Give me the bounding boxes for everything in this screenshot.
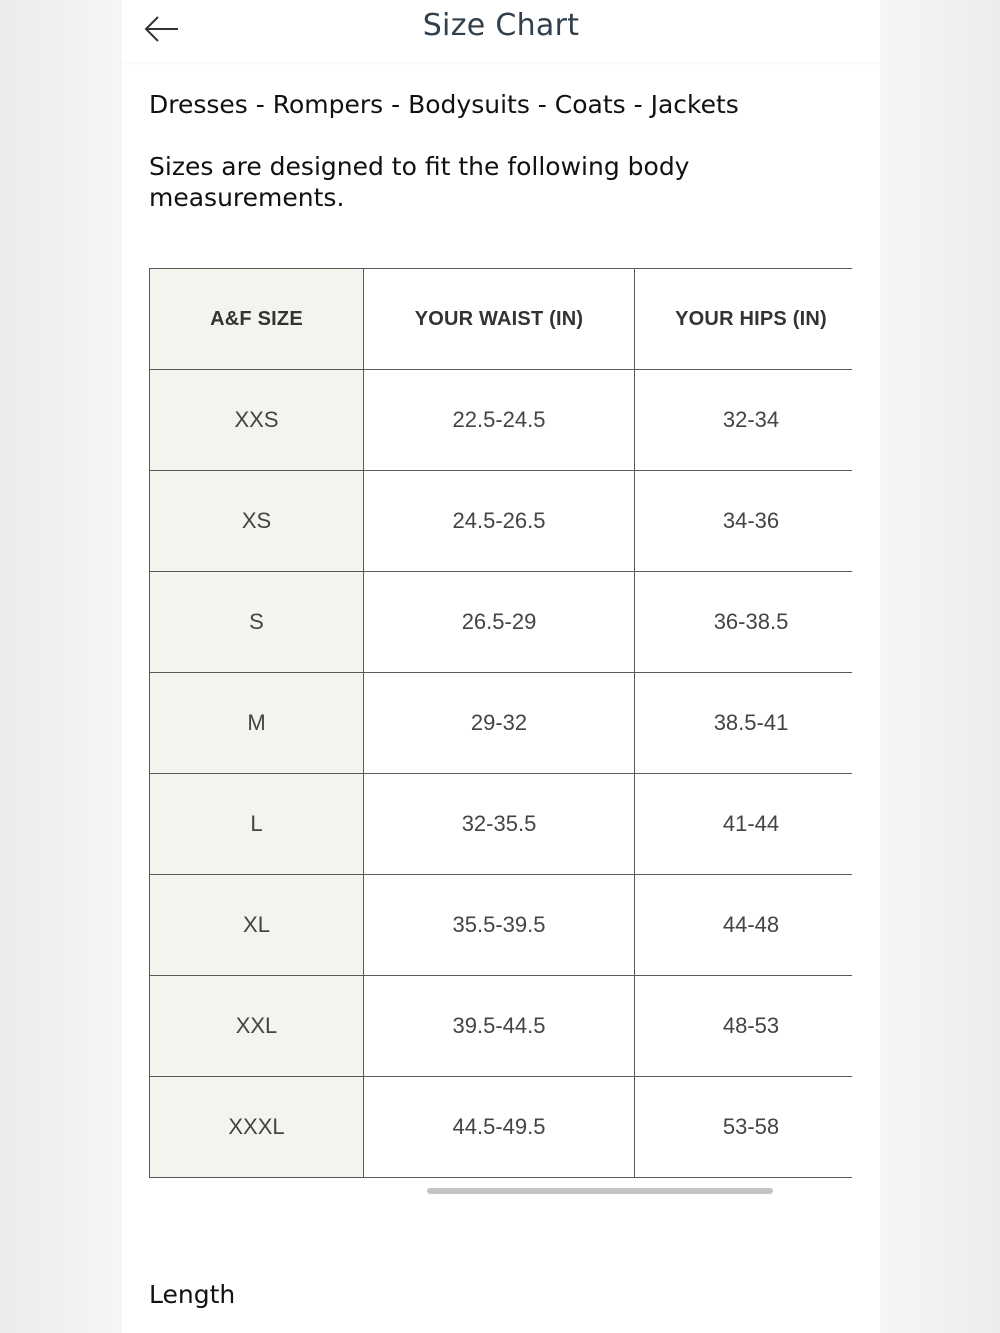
hips-cell: 36-38.5 <box>635 572 853 673</box>
waist-cell: 44.5-49.5 <box>364 1077 635 1178</box>
table-row <box>150 370 853 471</box>
table-row <box>150 673 853 774</box>
waist-cell: 26.5-29 <box>364 572 635 673</box>
size-cell: M <box>150 673 364 774</box>
hips-cell: 48-53 <box>635 976 853 1077</box>
size-table-scroll-area[interactable] <box>149 268 852 1200</box>
category-list: Dresses - Rompers - Bodysuits - Coats - Jackets <box>149 90 739 119</box>
hips-cell: 34-36 <box>635 471 853 572</box>
backdrop-right <box>880 0 1000 1333</box>
waist-cell: 22.5-24.5 <box>364 370 635 471</box>
waist-cell: 39.5-44.5 <box>364 976 635 1077</box>
table-row <box>150 976 853 1077</box>
size-cell: XXL <box>150 976 364 1077</box>
table-header-row <box>150 269 853 370</box>
header-waist: YOUR WAIST (IN) <box>364 269 635 370</box>
section-heading-length: Length <box>149 1280 236 1309</box>
header-size: A&F SIZE <box>150 269 364 370</box>
size-chart-panel <box>122 0 880 1333</box>
size-cell: XXXL <box>150 1077 364 1178</box>
table-row <box>150 875 853 976</box>
hips-cell: 38.5-41 <box>635 673 853 774</box>
table-row <box>150 774 853 875</box>
size-cell: S <box>150 572 364 673</box>
intro-text: Sizes are designed to fit the following body measurements. <box>149 152 690 212</box>
size-cell: XL <box>150 875 364 976</box>
hips-cell: 41-44 <box>635 774 853 875</box>
hips-cell: 32-34 <box>635 370 853 471</box>
waist-cell: 24.5-26.5 <box>364 471 635 572</box>
table-row <box>150 471 853 572</box>
size-cell: XS <box>150 471 364 572</box>
waist-cell: 29-32 <box>364 673 635 774</box>
table-row <box>150 1077 853 1178</box>
header-bar <box>122 0 880 62</box>
size-cell: L <box>150 774 364 875</box>
size-table <box>149 268 852 1178</box>
header-hips: YOUR HIPS (IN) <box>635 269 853 370</box>
backdrop-left <box>0 0 122 1333</box>
horizontal-scrollbar[interactable] <box>427 1188 773 1194</box>
waist-cell: 32-35.5 <box>364 774 635 875</box>
table-row <box>150 572 853 673</box>
size-cell: XXS <box>150 370 364 471</box>
hips-cell: 44-48 <box>635 875 853 976</box>
page-title: Size Chart <box>422 8 580 43</box>
waist-cell: 35.5-39.5 <box>364 875 635 976</box>
hips-cell: 53-58 <box>635 1077 853 1178</box>
